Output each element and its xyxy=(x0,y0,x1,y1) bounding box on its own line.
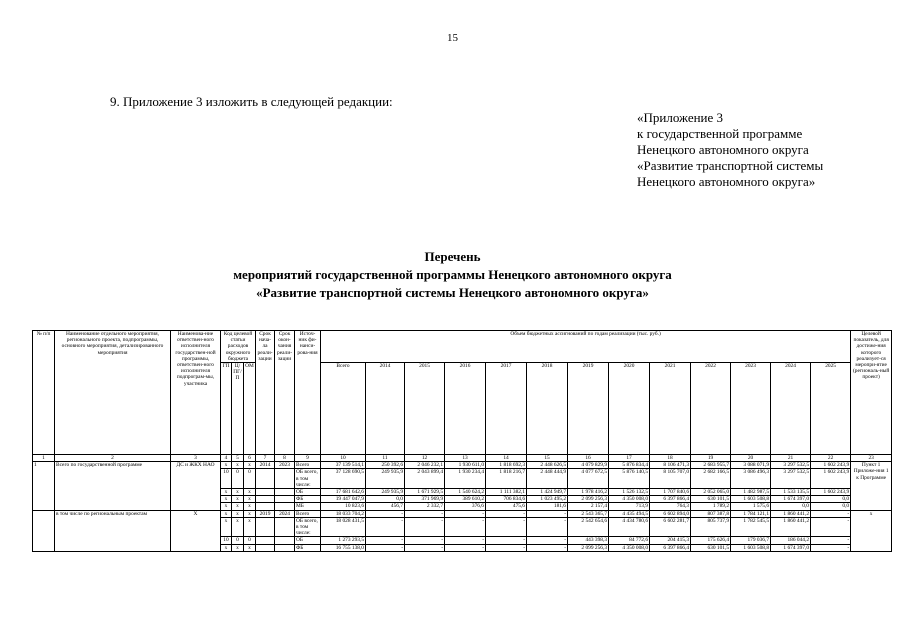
amount-cell: 443 398,3 xyxy=(568,537,609,544)
amount-cell: 1 603 508,8 xyxy=(731,496,771,503)
amount-cell: 2 046 232,1 xyxy=(405,462,445,469)
header-source: Источ-ник фи-нанси-рова-ния xyxy=(295,331,321,455)
amount-cell: 4 350 008,0 xyxy=(609,544,650,551)
header-tspgp: Ц/ПГ/П xyxy=(232,363,244,455)
row-source: Всего xyxy=(295,462,321,469)
column-number: 20 xyxy=(731,455,771,462)
code-gp: x xyxy=(221,489,232,496)
amount-cell: 376,6 xyxy=(445,503,486,510)
amount-cell: - xyxy=(366,517,405,537)
amount-cell: 630 101,5 xyxy=(691,496,731,503)
code-om: x xyxy=(244,517,256,537)
amount-cell: 84 772,6 xyxy=(609,537,650,544)
activities-table-wrapper xyxy=(32,330,891,552)
appendix-heading xyxy=(637,110,823,190)
column-number: 4 xyxy=(221,455,232,462)
row-end xyxy=(275,517,295,537)
column-number: 7 xyxy=(256,455,275,462)
amount-cell: 475,6 xyxy=(486,503,527,510)
amount-cell: - xyxy=(445,537,486,544)
header-indicator: Целевой показатель, для достиже-ния которого реализует-ся меропри-ятие (региональ-ный проект) xyxy=(851,331,892,455)
row-end xyxy=(275,496,295,503)
column-number: 13 xyxy=(445,455,486,462)
amount-cell: 6 397 866,4 xyxy=(650,496,691,503)
amount-cell: 1 782 545,5 xyxy=(731,517,771,537)
amount-cell: 630 101,5 xyxy=(691,544,731,551)
code-gp: x xyxy=(221,544,232,551)
amount-cell: 186 044,2 xyxy=(771,537,811,544)
amount-cell: 1 860 441,2 xyxy=(771,510,811,517)
row-start xyxy=(256,537,275,544)
amount-cell: 181,6 xyxy=(527,503,568,510)
row-executor: Х xyxy=(171,510,221,551)
row-source: ОБ всего, в том числе: xyxy=(295,517,321,537)
amount-cell: 19 447 047,9 xyxy=(321,496,366,503)
code-gp: 10 xyxy=(221,469,232,489)
amount-cell: 249 935,9 xyxy=(366,489,405,496)
amount-cell: 706 834,6 xyxy=(486,496,527,503)
amount-cell: 1 707 840,6 xyxy=(650,489,691,496)
amount-cell: 37 128 690,5 xyxy=(321,469,366,489)
header-volume: Объем бюджетных ассигнований по годам реализации (тыс. руб.) xyxy=(321,331,851,363)
title-line: «Развитие транспортной системы Ненецкого автономного округа» xyxy=(256,285,649,300)
row-end xyxy=(275,503,295,510)
amount-cell: 1 482 987,5 xyxy=(731,489,771,496)
amount-cell: 16 755 138,0 xyxy=(321,544,366,551)
row-executor: ДС и ЖКХ НАО xyxy=(171,462,221,510)
column-number: 1 xyxy=(33,455,55,462)
row-start xyxy=(256,489,275,496)
amount-cell: 6 602 894,0 xyxy=(650,510,691,517)
header-year: 2022 xyxy=(691,363,731,455)
header-year: 2019 xyxy=(568,363,609,455)
amount-cell: - xyxy=(486,510,527,517)
header-year: 2023 xyxy=(731,363,771,455)
amount-cell: - xyxy=(811,537,851,544)
amount-cell: 175 626,4 xyxy=(691,537,731,544)
header-year: 2018 xyxy=(527,363,568,455)
amount-cell: - xyxy=(527,517,568,537)
amount-cell: 4 350 008,0 xyxy=(609,496,650,503)
column-number: 2 xyxy=(55,455,171,462)
code-gp: x xyxy=(221,462,232,469)
title-line: мероприятий государственной программы Ненецкого автономного округа xyxy=(233,267,672,282)
amount-cell: 250 392,6 xyxy=(366,462,405,469)
amount-cell: - xyxy=(527,544,568,551)
amount-cell: 17 681 642,6 xyxy=(321,489,366,496)
amount-cell: 1 818 216,7 xyxy=(486,469,527,489)
amount-cell: 1 978 416,2 xyxy=(568,489,609,496)
amount-cell: - xyxy=(405,537,445,544)
amount-cell: 37 139 514,1 xyxy=(321,462,366,469)
header-year: 2016 xyxy=(445,363,486,455)
amount-cell: 713,9 xyxy=(609,503,650,510)
amount-cell: 4 077 672,5 xyxy=(568,469,609,489)
amount-cell: - xyxy=(405,510,445,517)
code-gp: 10 xyxy=(221,537,232,544)
code-om: x xyxy=(244,503,256,510)
row-indicator: х xyxy=(851,510,892,551)
header-end: Срок окон-чания реали-зации xyxy=(275,331,295,455)
amount-cell: 807 387,8 xyxy=(691,510,731,517)
row-start xyxy=(256,503,275,510)
row-start xyxy=(256,544,275,551)
row-number: 1 xyxy=(33,462,55,510)
row-end: 2023 xyxy=(275,462,295,469)
amount-cell: 2 542 654,6 xyxy=(568,517,609,537)
header-no: № п/п xyxy=(33,331,55,455)
code-om: 0 xyxy=(244,537,256,544)
column-number: 14 xyxy=(486,455,527,462)
amount-cell: 2 043 899,4 xyxy=(405,469,445,489)
row-source: ОБ xyxy=(295,537,321,544)
amount-cell: 2 448 444,9 xyxy=(527,469,568,489)
column-number: 9 xyxy=(295,455,321,462)
amount-cell: 179 036,7 xyxy=(731,537,771,544)
amount-cell: 1 273 293,5 xyxy=(321,537,366,544)
table-row xyxy=(33,462,892,469)
amount-cell: - xyxy=(405,517,445,537)
amount-cell: - xyxy=(445,544,486,551)
header-year: 2014 xyxy=(366,363,405,455)
column-number: 15 xyxy=(527,455,568,462)
row-number xyxy=(33,510,55,551)
amount-cell: - xyxy=(405,544,445,551)
code-program: x xyxy=(232,517,244,537)
appendix-line: к государственной программе xyxy=(637,126,803,141)
amount-cell: 249 935,9 xyxy=(366,469,405,489)
column-number: 17 xyxy=(609,455,650,462)
header-year: 2017 xyxy=(486,363,527,455)
row-start xyxy=(256,469,275,489)
amount-cell: 389 610,2 xyxy=(445,496,486,503)
amount-cell: 371 969,9 xyxy=(405,496,445,503)
header-start: Срок нача-ла реали-зации xyxy=(256,331,275,455)
code-program: x xyxy=(232,489,244,496)
header-gp: ГП xyxy=(221,363,232,455)
code-gp: x xyxy=(221,517,232,537)
row-indicator: Пункт 1 Приложе-ния 1 к Программе xyxy=(851,462,892,510)
column-number: 23 xyxy=(851,455,892,462)
column-number: 12 xyxy=(405,455,445,462)
appendix-line: «Приложение 3 xyxy=(637,110,724,125)
amount-cell: 2 099 256,3 xyxy=(568,496,609,503)
column-number: 5 xyxy=(232,455,244,462)
amount-cell: 2 099 256,3 xyxy=(568,544,609,551)
amount-cell: 5 876 140,5 xyxy=(609,469,650,489)
amount-cell: - xyxy=(527,510,568,517)
amount-cell: 1 602 243,9 xyxy=(811,469,851,489)
header-year: 2025 xyxy=(811,363,851,455)
amount-cell: 1 533 135,5 xyxy=(771,489,811,496)
code-om: x xyxy=(244,544,256,551)
title-line: Перечень xyxy=(424,249,481,264)
header-year: 2015 xyxy=(405,363,445,455)
column-numbers-row xyxy=(33,455,892,462)
row-start xyxy=(256,496,275,503)
code-om: x xyxy=(244,462,256,469)
amount-cell: 4 435 494,5 xyxy=(609,510,650,517)
amount-cell: 2 332,7 xyxy=(405,503,445,510)
amount-cell: 1 526 132,5 xyxy=(609,489,650,496)
code-om: x xyxy=(244,496,256,503)
amount-cell: 2 682 166,5 xyxy=(691,469,731,489)
activities-table xyxy=(32,330,892,552)
row-source: ОБ xyxy=(295,489,321,496)
amount-cell: - xyxy=(486,537,527,544)
amount-cell: 2 683 955,7 xyxy=(691,462,731,469)
amount-cell: 1 784 121,1 xyxy=(731,510,771,517)
column-number: 8 xyxy=(275,455,295,462)
column-number: 11 xyxy=(366,455,405,462)
header-year: 2024 xyxy=(771,363,811,455)
row-source: МБ xyxy=(295,503,321,510)
row-source: Всего xyxy=(295,510,321,517)
amount-cell: 5 876 834,4 xyxy=(609,462,650,469)
amount-cell: 2 157,4 xyxy=(568,503,609,510)
row-end: 2024 xyxy=(275,510,295,517)
amount-cell: - xyxy=(486,544,527,551)
amount-cell: - xyxy=(445,510,486,517)
amount-cell: 2 448 626,5 xyxy=(527,462,568,469)
code-om: x xyxy=(244,489,256,496)
code-program: x xyxy=(232,510,244,517)
row-start: 2019 xyxy=(256,510,275,517)
row-name: Всего по государственной программе xyxy=(55,462,171,510)
amount-cell: 3 297 532,5 xyxy=(771,469,811,489)
amount-cell: 8 105 707,0 xyxy=(650,469,691,489)
appendix-line: Ненецкого автономного округа» xyxy=(637,174,816,189)
amount-cell: 1 930 611,0 xyxy=(445,462,486,469)
document-title xyxy=(0,248,905,302)
amount-cell: 204 415,3 xyxy=(650,537,691,544)
header-om: ОМ xyxy=(244,363,256,455)
code-program: x xyxy=(232,462,244,469)
code-program: x xyxy=(232,503,244,510)
amount-cell: 6 602 281,7 xyxy=(650,517,691,537)
code-gp: x xyxy=(221,496,232,503)
amount-cell: 2 052 065,0 xyxy=(691,489,731,496)
code-program: 0 xyxy=(232,469,244,489)
amount-cell: 3 297 532,5 xyxy=(771,462,811,469)
amount-cell: 0,0 xyxy=(771,503,811,510)
header-year: 2020 xyxy=(609,363,650,455)
amount-cell: 3 088 071,9 xyxy=(731,462,771,469)
appendix-line: «Развитие транспортной системы xyxy=(637,158,824,173)
amount-cell: 0,0 xyxy=(811,503,851,510)
amount-cell: 10 823,6 xyxy=(321,503,366,510)
code-program: x xyxy=(232,496,244,503)
header-year: 2021 xyxy=(650,363,691,455)
column-number: 16 xyxy=(568,455,609,462)
header-total: Всего xyxy=(321,363,366,455)
amount-cell: 18 028 431,5 xyxy=(321,517,366,537)
amount-cell: 1 860 441,2 xyxy=(771,517,811,537)
code-gp: x xyxy=(221,503,232,510)
amount-cell: 4 434 780,6 xyxy=(609,517,650,537)
column-number: 22 xyxy=(811,455,851,462)
amount-cell: 8 106 471,3 xyxy=(650,462,691,469)
row-source: ФБ xyxy=(295,544,321,551)
row-source: ФБ xyxy=(295,496,321,503)
amount-cell: 1 602 243,9 xyxy=(811,489,851,496)
amount-cell: 1 575,6 xyxy=(731,503,771,510)
amount-cell: 1 603 508,8 xyxy=(731,544,771,551)
amount-cell: 4 079 829,9 xyxy=(568,462,609,469)
amount-cell: 1 424 949,7 xyxy=(527,489,568,496)
amount-cell: 1 671 929,5 xyxy=(405,489,445,496)
amount-cell: 1 930 234,4 xyxy=(445,469,486,489)
header-code: Код целевой статьи расходов окружного бюджета xyxy=(221,331,256,363)
amount-cell: 1 674 397,0 xyxy=(771,544,811,551)
code-om: 0 xyxy=(244,469,256,489)
row-end xyxy=(275,489,295,496)
amount-cell: - xyxy=(486,517,527,537)
row-end xyxy=(275,544,295,551)
page-number: 15 xyxy=(447,32,458,44)
amount-cell: 1 674 397,0 xyxy=(771,496,811,503)
row-end xyxy=(275,537,295,544)
amount-cell: - xyxy=(811,517,851,537)
amount-cell: - xyxy=(527,537,568,544)
amount-cell: 2 543 365,7 xyxy=(568,510,609,517)
amount-cell: 764,3 xyxy=(650,503,691,510)
table-row xyxy=(33,510,892,517)
amount-cell: - xyxy=(366,544,405,551)
amount-cell: 805 737,9 xyxy=(691,517,731,537)
amount-cell: 18 033 704,2 xyxy=(321,510,366,517)
amount-cell: 6 397 866,4 xyxy=(650,544,691,551)
amount-cell: 456,7 xyxy=(366,503,405,510)
amount-cell: 0,0 xyxy=(366,496,405,503)
amendment-paragraph: 9. Приложение 3 изложить в следующей редакции: xyxy=(110,94,393,109)
amount-cell: - xyxy=(445,517,486,537)
amount-cell: 1 818 692,3 xyxy=(486,462,527,469)
column-number: 21 xyxy=(771,455,811,462)
amount-cell: 1 789,2 xyxy=(691,503,731,510)
code-om: x xyxy=(244,510,256,517)
amount-cell: 0,0 xyxy=(811,496,851,503)
amount-cell: - xyxy=(366,537,405,544)
amount-cell: 1 602 243,9 xyxy=(811,462,851,469)
row-start: 2014 xyxy=(256,462,275,469)
column-number: 6 xyxy=(244,455,256,462)
row-end xyxy=(275,469,295,489)
code-gp: x xyxy=(221,510,232,517)
table-body xyxy=(33,462,892,552)
header-name: Наименование отдельного мероприятия, регионального проекта, подпрограммы, основного мероприятия, детализированного мероприятия xyxy=(55,331,171,455)
column-number: 10 xyxy=(321,455,366,462)
code-program: 0 xyxy=(232,537,244,544)
amount-cell: - xyxy=(811,544,851,551)
row-name: в том числе по региональным проектам xyxy=(55,510,171,551)
amount-cell: - xyxy=(366,510,405,517)
row-start xyxy=(256,517,275,537)
amount-cell: 1 023 495,2 xyxy=(527,496,568,503)
header-executor: Наименова-ние ответствен-ного исполнителя государствен-ной программы, ответствен-ного исполнителя подпрограм-мы, участника xyxy=(171,331,221,455)
column-number: 19 xyxy=(691,455,731,462)
column-number: 3 xyxy=(171,455,221,462)
amount-cell: 1 540 624,2 xyxy=(445,489,486,496)
appendix-line: Ненецкого автономного округа xyxy=(637,142,809,157)
code-program: x xyxy=(232,544,244,551)
amount-cell: 1 111 382,1 xyxy=(486,489,527,496)
amount-cell: 3 086 496,3 xyxy=(731,469,771,489)
row-source: ОБ всего, в том числе: xyxy=(295,469,321,489)
column-number: 18 xyxy=(650,455,691,462)
amount-cell: - xyxy=(811,510,851,517)
